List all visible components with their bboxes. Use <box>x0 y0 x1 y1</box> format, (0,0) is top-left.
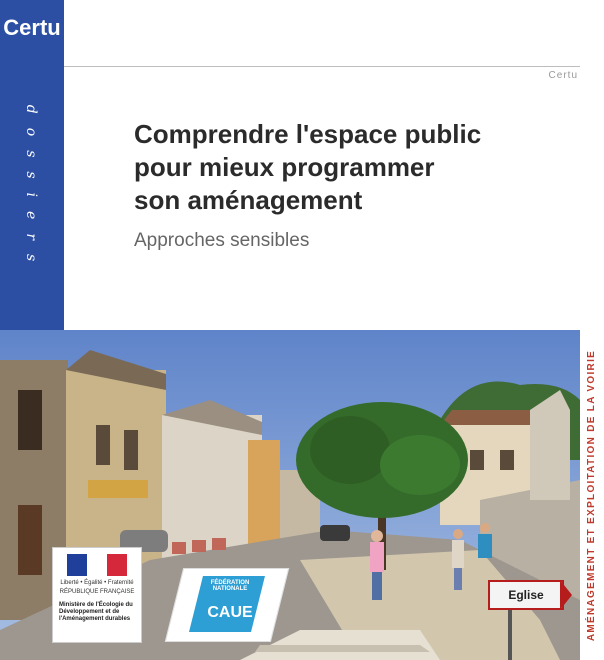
certu-small-mark: Certu <box>548 70 578 81</box>
title-line-2: pour mieux programmer <box>134 152 435 182</box>
page-title <box>134 118 554 217</box>
subtitle: Approches sensibles <box>134 230 310 251</box>
header-divider <box>64 66 580 67</box>
series-label <box>14 60 48 320</box>
caue-logo <box>174 568 278 640</box>
sign-board: Eglise <box>488 580 564 610</box>
certu-logo: Certu <box>3 15 61 40</box>
french-flag-icon <box>67 554 127 576</box>
title-line-1: Comprendre l'espace public <box>134 119 482 149</box>
spine-label-text: AMÉNAGEMENT ET EXPLOITATION DE LA VOIRIE <box>586 349 598 641</box>
caue-acronym: CAUE <box>207 604 253 621</box>
series-name: dossiers <box>23 104 39 276</box>
republic-motto: Liberté • Égalité • Fraternité <box>60 580 134 586</box>
person-2 <box>452 540 464 568</box>
ministry-name: Ministère de l'Écologie du Développement et de l'Aménagement durables <box>59 602 133 622</box>
person-3 <box>478 534 492 558</box>
sign-arrow-icon <box>560 580 572 610</box>
government-logo <box>52 547 142 643</box>
caue-federation: FÉDÉRATION NATIONALE <box>210 580 250 592</box>
spine-label <box>580 330 604 660</box>
church-direction-sign <box>488 580 570 608</box>
person-1 <box>370 542 384 572</box>
title-line-3: son aménagement <box>134 185 363 215</box>
republic-name: RÉPUBLIQUE FRANÇAISE <box>59 589 135 595</box>
